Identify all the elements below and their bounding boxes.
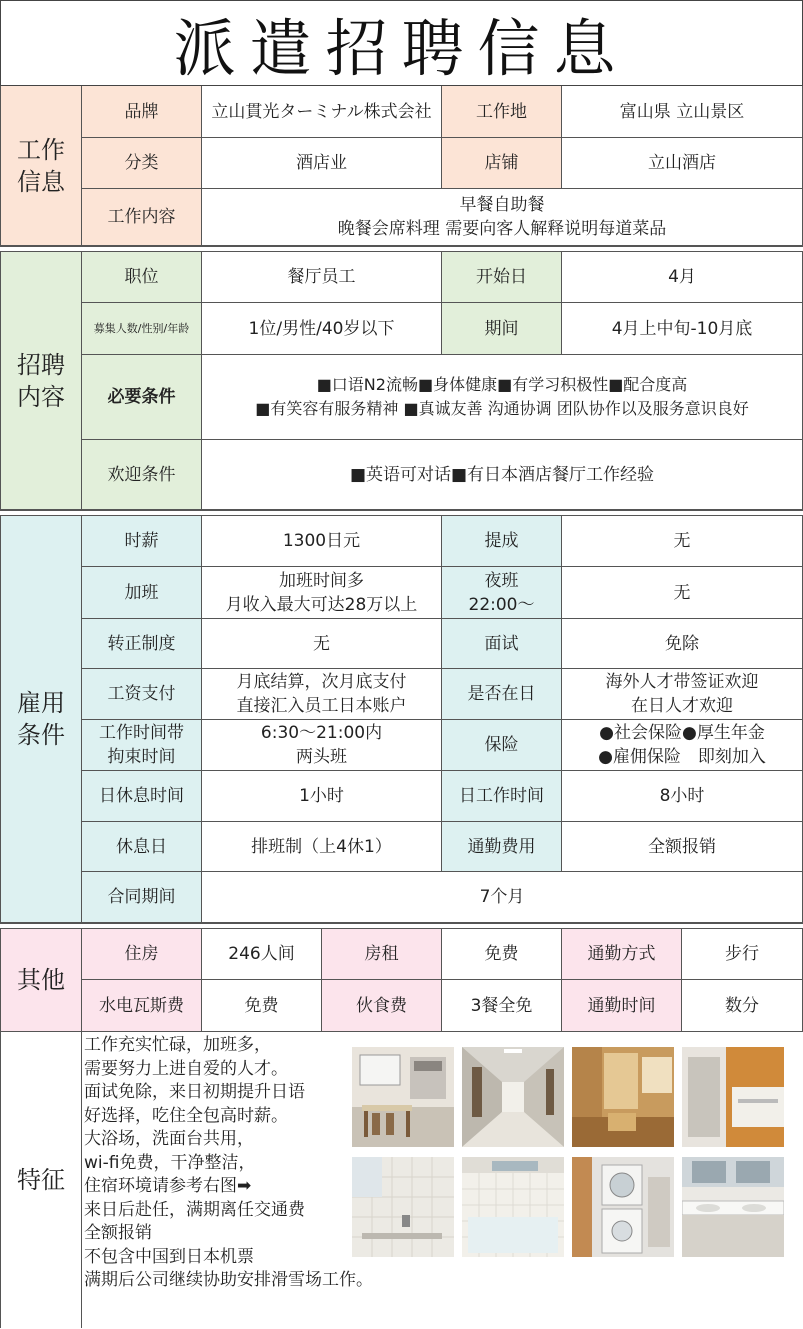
- start-label: 开始日: [442, 252, 562, 303]
- holiday-label: 休息日: [82, 822, 202, 872]
- rent-value: 免费: [442, 929, 562, 980]
- regular-value: 无: [202, 619, 442, 669]
- store-label: 店铺: [442, 138, 562, 189]
- features-text: [84, 1034, 373, 1293]
- night-label: 夜班 22:00～: [442, 567, 562, 619]
- break-label: 日休息时间: [82, 771, 202, 822]
- overtime-label: 加班: [82, 567, 202, 619]
- photo-closet: [682, 1047, 784, 1147]
- category-value: 酒店业: [202, 138, 442, 189]
- content-label: 工作内容: [82, 189, 202, 246]
- wage-label: 时薪: [82, 516, 202, 567]
- welcome-value: ■英语可对话■有日本酒店餐厅工作经验: [202, 440, 803, 510]
- overtime-value: 加班时间多 月收入最大可达28万以上: [202, 567, 442, 619]
- section-label-features: 特征: [0, 1032, 82, 1328]
- feature-line: 大浴场，洗面台共用，: [84, 1129, 254, 1149]
- photo-laundry: [572, 1157, 674, 1257]
- welcome-label: 欢迎条件: [82, 440, 202, 510]
- break-value: 1小时: [202, 771, 442, 822]
- position-value: 餐厅员工: [202, 252, 442, 303]
- period-label: 期间: [442, 303, 562, 355]
- insurance-label: 保险: [442, 720, 562, 771]
- pay-label: 工资支付: [82, 669, 202, 720]
- housing-label: 住房: [82, 929, 202, 980]
- feature-line: wi-fi免费，干净整洁，: [84, 1152, 256, 1173]
- commute-fee-value: 全额报销: [562, 822, 803, 872]
- feature-line: 来日后赴任，满期离任交通费: [84, 1199, 305, 1220]
- photo-washbasin: [682, 1157, 784, 1257]
- required-value: ■口语N2流畅■身体健康■有学习积极性■配合度高 ■有笑容有服务精神 ■真诚友善 沟通协调 团队协作以及服务意识良好: [202, 355, 803, 440]
- page-title: 派遣招聘信息: [0, 0, 803, 86]
- people-value: 1位/男性/40岁以下: [202, 303, 442, 355]
- daily-hours-label: 日工作时间: [442, 771, 562, 822]
- interview-label: 面试: [442, 619, 562, 669]
- contract-value: 7个月: [202, 872, 803, 923]
- holiday-value: 排班制（上4休1）: [202, 822, 442, 872]
- contract-label: 合同期间: [82, 872, 202, 923]
- section-label-employment: 雇用 条件: [0, 516, 82, 923]
- location-label: 工作地: [442, 86, 562, 138]
- feature-line: 不包含中国到日本机票: [84, 1246, 254, 1267]
- position-label: 职位: [82, 252, 202, 303]
- commute-method-value: 步行: [682, 929, 803, 980]
- rent-label: 房租: [322, 929, 442, 980]
- commission-label: 提成: [442, 516, 562, 567]
- feature-line: 需要努力上进自爱的人才。: [84, 1058, 288, 1079]
- feature-line: 满期后公司继续协助安排滑雪场工作。: [84, 1270, 373, 1290]
- feature-line: 好选择，吃住全包高时薪。: [84, 1105, 288, 1126]
- commute-time-value: 数分: [682, 980, 803, 1032]
- content-value: 早餐自助餐 晚餐会席料理 需要向客人解释说明每道菜品: [202, 189, 803, 246]
- feature-line: 全额报销: [84, 1223, 152, 1243]
- housing-value: 246人间: [202, 929, 322, 980]
- feature-line: 面试免除，来日初期提升日语: [84, 1082, 305, 1102]
- meals-value: 3餐全免: [442, 980, 562, 1032]
- daily-hours-value: 8小时: [562, 771, 803, 822]
- section-label-recruit: 招聘 内容: [0, 252, 82, 510]
- commission-value: 无: [562, 516, 803, 567]
- store-value: 立山酒店: [562, 138, 803, 189]
- category-label: 分类: [82, 138, 202, 189]
- hours-label: 工作时间带 拘束时间: [82, 720, 202, 771]
- brand-label: 品牌: [82, 86, 202, 138]
- people-label: 募集人数/性别/年龄: [82, 303, 202, 355]
- section-label-other: 其他: [0, 929, 82, 1032]
- in-japan-value: 海外人才带签证欢迎 在日人才欢迎: [562, 669, 803, 720]
- photo-room: [572, 1047, 674, 1147]
- feature-line: 住宿环境请参考右图➡: [84, 1176, 252, 1196]
- interview-value: 免除: [562, 619, 803, 669]
- regular-label: 转正制度: [82, 619, 202, 669]
- feature-line: 工作充实忙碌，加班多，: [84, 1035, 271, 1055]
- location-value: 富山県 立山景区: [562, 86, 803, 138]
- period-value: 4月上中旬-10月底: [562, 303, 803, 355]
- photo-dining-room: [352, 1047, 454, 1147]
- section-label-work-info: 工作 信息: [0, 86, 82, 246]
- photo-bath: [352, 1157, 454, 1257]
- photo-bathtub: [462, 1157, 564, 1257]
- start-value: 4月: [562, 252, 803, 303]
- required-label: 必要条件: [82, 355, 202, 440]
- pay-value: 月底结算，次月底支付 直接汇入员工日本账户: [202, 669, 442, 720]
- hours-value: 6:30～21:00内 两头班: [202, 720, 442, 771]
- utilities-label: 水电瓦斯费: [82, 980, 202, 1032]
- wage-value: 1300日元: [202, 516, 442, 567]
- commute-method-label: 通勤方式: [562, 929, 682, 980]
- in-japan-label: 是否在日: [442, 669, 562, 720]
- meals-label: 伙食费: [322, 980, 442, 1032]
- commute-time-label: 通勤时间: [562, 980, 682, 1032]
- insurance-value: ●社会保险●厚生年金 ●雇佣保险 即刻加入: [562, 720, 803, 771]
- commute-fee-label: 通勤费用: [442, 822, 562, 872]
- photo-corridor: [462, 1047, 564, 1147]
- utilities-value: 免费: [202, 980, 322, 1032]
- brand-value: 立山貫光ターミナル株式会社: [202, 86, 442, 138]
- night-value: 无: [562, 567, 803, 619]
